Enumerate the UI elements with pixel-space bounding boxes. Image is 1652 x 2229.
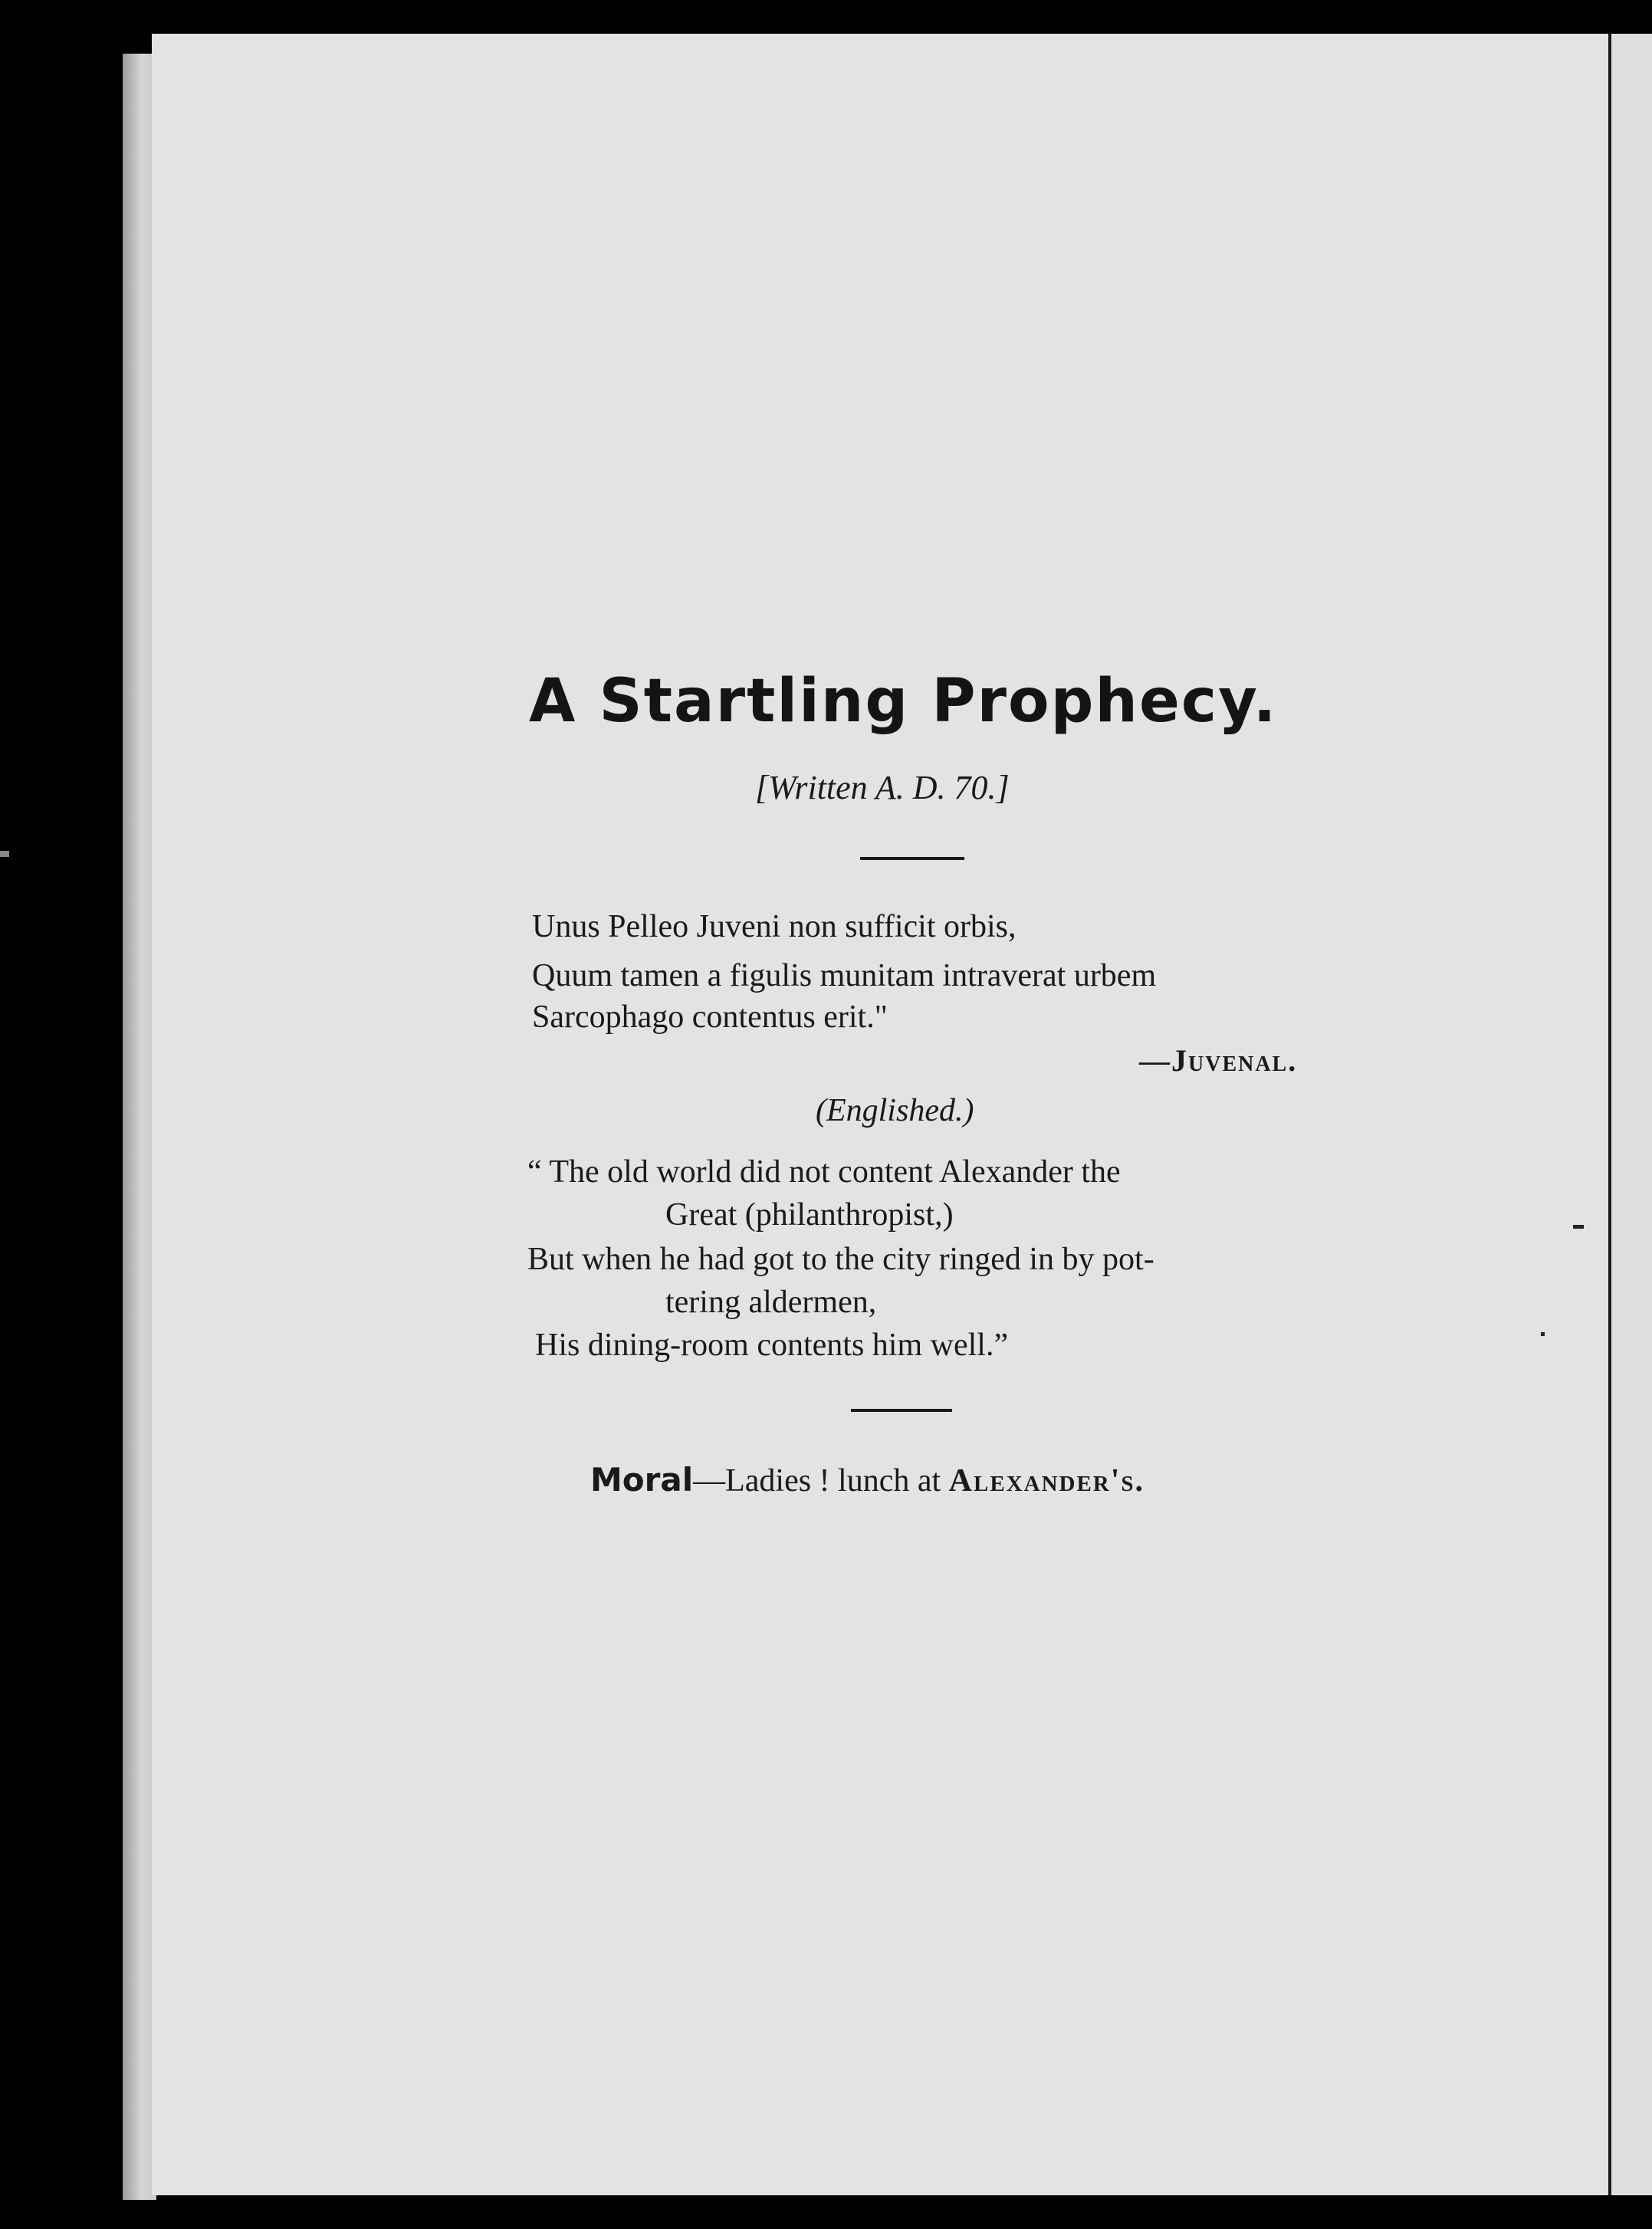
next-page-edge bbox=[1608, 34, 1652, 2195]
english-verse-line: tering aldermen, bbox=[665, 1285, 877, 1320]
englished-heading: (Englished.) bbox=[816, 1093, 974, 1128]
scan-speck bbox=[1573, 1225, 1584, 1229]
latin-verse-line: Sarcophago contentus erit." bbox=[532, 1000, 888, 1035]
divider-rule bbox=[860, 857, 964, 860]
moral-line bbox=[590, 1461, 1145, 1499]
page-title: A Startling Prophecy. bbox=[529, 667, 1278, 736]
attribution: —Juvenal. bbox=[1139, 1043, 1298, 1078]
moral-text: Ladies ! lunch at bbox=[725, 1463, 949, 1499]
latin-verse-line: Unus Pelleo Juveni non sufficit orbis, bbox=[532, 909, 1016, 944]
subtitle: [Written A. D. 70.] bbox=[755, 769, 1010, 806]
scan-speck bbox=[1541, 1332, 1545, 1336]
moral-name: Alexander's. bbox=[948, 1463, 1145, 1499]
english-verse-line: Great (philanthropist,) bbox=[665, 1197, 954, 1233]
latin-verse-line: Quum tamen a figulis munitam intraverat urbem bbox=[532, 958, 1157, 993]
moral-dash: — bbox=[693, 1463, 726, 1499]
divider-rule bbox=[851, 1409, 952, 1412]
english-verse-line: His dining-room contents him well.” bbox=[535, 1328, 1009, 1363]
english-verse-line: “ The old world did not content Alexander the bbox=[527, 1154, 1121, 1190]
english-verse-line: But when he had got to the city ringed in by pot- bbox=[527, 1242, 1154, 1277]
scan-speck bbox=[0, 851, 9, 857]
moral-label: Moral bbox=[590, 1461, 694, 1499]
